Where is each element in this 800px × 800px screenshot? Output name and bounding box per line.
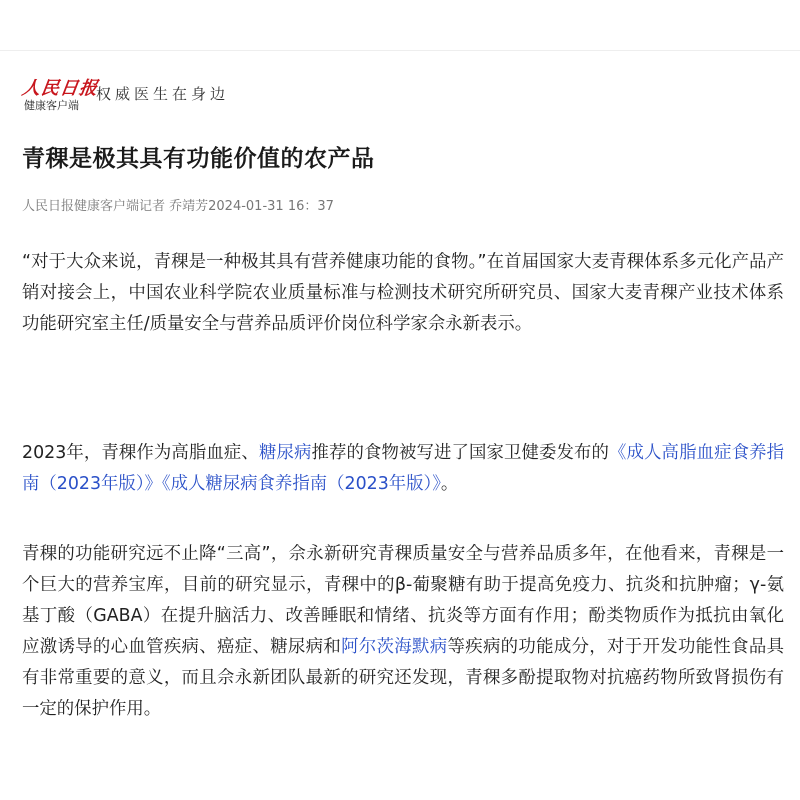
article-title: 青稞是极其具有功能价值的农产品 bbox=[22, 146, 375, 172]
paragraph-2-text-a: 2023年，青稞作为高脂血症、 bbox=[22, 443, 259, 463]
peoples-daily-health-logo[interactable] bbox=[20, 78, 100, 114]
paragraph-2 bbox=[22, 438, 784, 500]
paragraph-2-text-c: 。 bbox=[440, 474, 459, 494]
paragraph-3-text-a: 青稞的功能研究远不止降“三高”，佘永新研究青稞质量安全与营养品质多年，在他看来，青稞是一个巨大的营养宝库，目前的研究显示，青稞中的β-葡聚糖有助于提高免疫力、抗炎和抗肿瘤；γ-氨基丁酸（GABA）在提升脑活力、改善睡眠和情绪、抗炎等方面有作用；酚类物质作为抵抗由氧化应激诱导的心血管疾病、癌症、糖尿病和 bbox=[22, 544, 784, 657]
logo-sub-text: 健康客户端 bbox=[24, 99, 79, 112]
brand-header bbox=[22, 78, 229, 114]
paragraph-2-text-b: 推荐的食物被写进了国家卫健委发布的 bbox=[311, 443, 610, 463]
slogan: 权威医生在身边 bbox=[96, 85, 230, 103]
paragraph-1: “对于大众来说，青稞是一种极其具有营养健康功能的食物。”在首届国家大麦青稞体系多元化产品产销对接会上，中国农业科学院农业质量标准与检测技术研究所研究员、国家大麦青稞产业技术体系功能研究室主任/质量安全与营养品质评价岗位科学家佘永新表示。 bbox=[22, 252, 784, 334]
logo-main-text: 人民日报 bbox=[20, 78, 100, 99]
alzheimers-link[interactable]: 阿尔茨海默病 bbox=[341, 637, 448, 657]
dietary-guidelines-link[interactable]: 《成人高脂血症食养指南（2023年版）》《成人糖尿病食养指南（2023年版）》 bbox=[22, 443, 784, 494]
diabetes-link[interactable]: 糖尿病 bbox=[258, 443, 312, 463]
paragraph-3 bbox=[22, 539, 784, 725]
article-byline: 人民日报健康客户端记者 乔靖芳2024-01-31 16：37 bbox=[22, 199, 334, 214]
paragraph-3-text-b: 等疾病的功能成分，对于开发功能性食品具有非常重要的意义，而且佘永新团队最新的研究还发现，青稞多酚提取物对抗癌药物所致肾损伤有一定的保护作用。 bbox=[22, 637, 784, 719]
top-bar bbox=[0, 0, 800, 51]
